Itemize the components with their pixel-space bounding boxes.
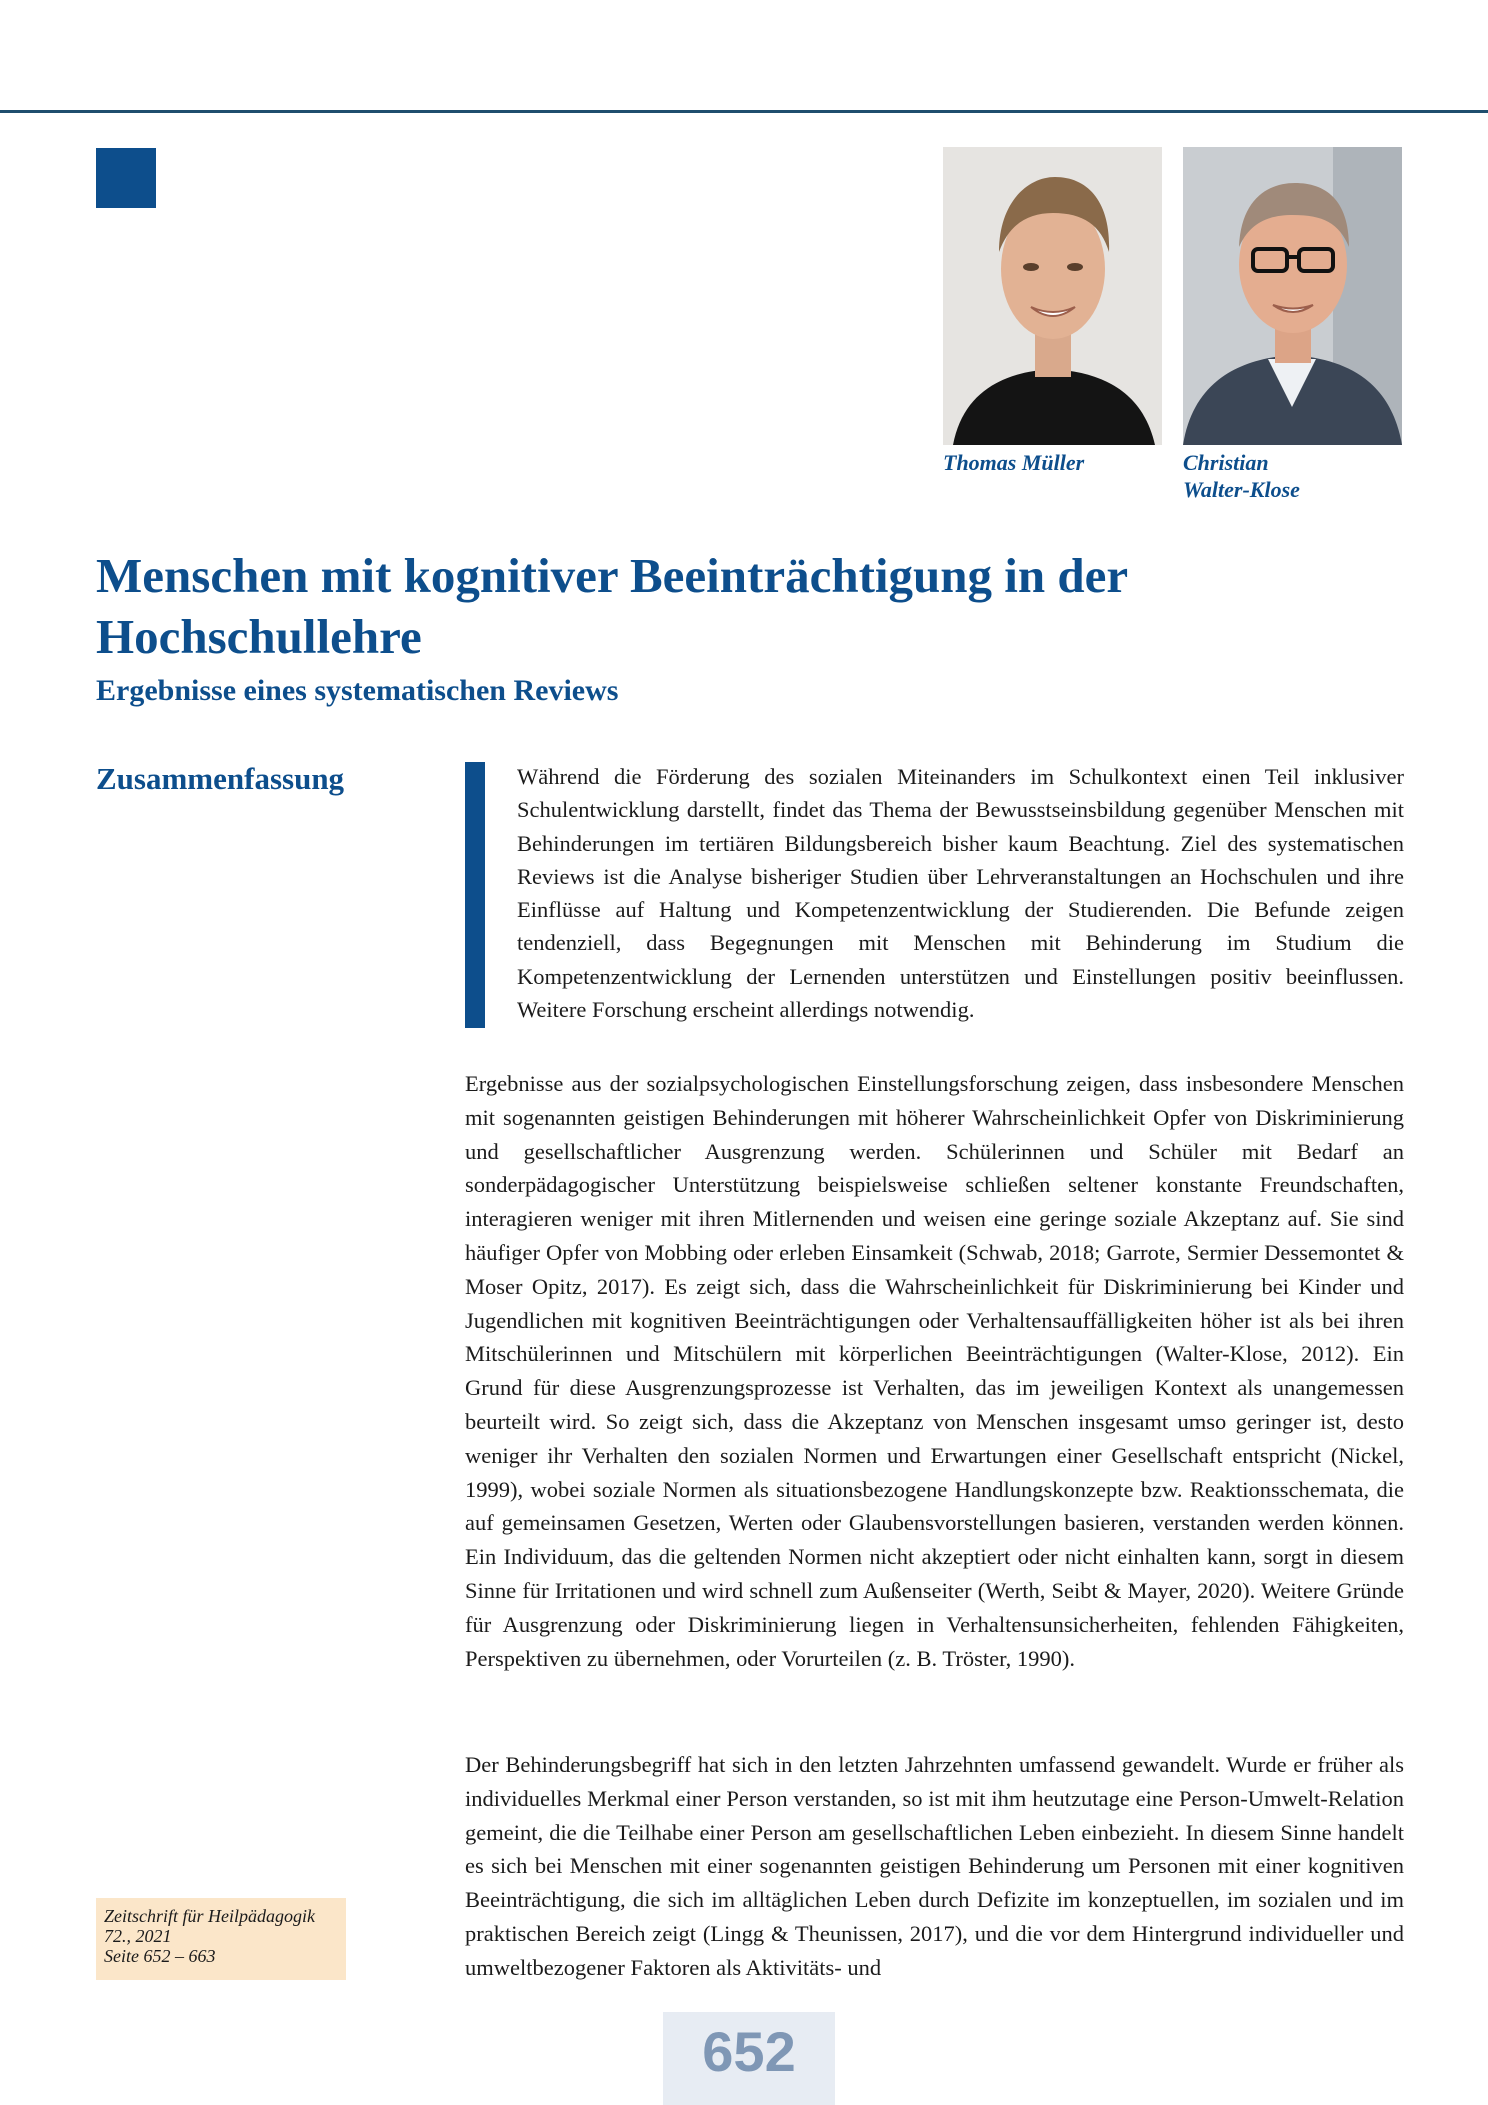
journal-citation-box <box>96 1898 346 1980</box>
abstract-text: Während die Förderung des sozialen Miteinanders im Schulkontext einen Teil inklusiver Schulentwicklung darstellt, findet das Thema der Bewusstseinsbildung gegenüber Menschen mit Behinderungen im tertiären Bildungsbereich bisher kaum Beachtung. Ziel des systematischen Reviews ist die Analyse bisheriger Studien über Lehrveranstaltungen an Hochschulen und ihre Einflüsse auf Haltung und Kompetenzentwicklung der Studierenden. Die Befunde zeigen tendenziell, dass Begegnungen mit Menschen mit Behinderung im Studium die Kompetenzentwicklung der Lernenden unterstützen und Einstellungen positiv beeinflussen. Weitere Forschung erscheint allerdings notwendig. <box>517 764 1404 1023</box>
body-paragraph: Ergebnisse aus der sozialpsychologischen Einstellungsforschung zeigen, dass insbesondere Menschen mit sogenannten geistigen Behinderungen mit höherer Wahrscheinlichkeit Opfer von Diskriminierung und gesellschaftlicher Ausgrenzung werden. Schülerinnen und Schüler mit Bedarf an sonderpädagogischer Unterstützung beispielsweise schließen seltener konstante Freundschaften, interagieren weniger mit ihren Mitlernenden und weisen eine geringe soziale Akzeptanz auf. Sie sind häufiger Opfer von Mobbing oder erleben Einsamkeit (Schwab, 2018; Garrote, Sermier Dessemontet & Moser Opitz, 2017). Es zeigt sich, dass die Wahrscheinlichkeit für Diskriminierung bei Kinder und Jugendlichen mit kognitiven Beeinträchtigungen oder Verhaltensauffälligkeiten höher ist als bei ihren Mitschülerinnen und Mitschülern mit körperlichen Beeinträchtigungen (Walter-Klose, 2012). Ein Grund für diese Ausgrenzungsprozesse ist Verhalten, das im jeweiligen Kontext als unangemessen beurteilt wird. So zeigt sich, dass die Akzeptanz von Menschen insgesamt umso geringer ist, desto weniger ihr Verhalten den sozialen Normen und Erwartungen einer Gesellschaft entspricht (Nickel, 1999), wobei soziale Normen als situationsbezogene Handlungskonzepte bzw. Reaktionsschemata, die auf gemeinsamen Gesetzen, Werten oder Glaubensvorstellungen basieren, verstanden werden können. Ein Individuum, das die geltenden Normen nicht akzeptiert oder nicht einhalten kann, sorgt in diesem Sinne für Irritationen und wird schnell zum Außenseiter (Werth, Seibt & Mayer, 2020). Weitere Gründe für Ausgrenzung oder Diskriminierung liegen in Verhaltensunsicherheiten, fehlenden Fähigkeiten, Perspektiven zu übernehmen, oder Vorurteilen (z. B. Tröster, 1990). <box>465 1071 1404 1671</box>
top-rule <box>0 110 1488 113</box>
author-name-thomas-mueller: Thomas Müller <box>943 450 1085 475</box>
article-title: Menschen mit kognitiver Beeinträchtigung in der Hochschullehre <box>96 548 1128 664</box>
author-photo-christian-walter-klose <box>1183 147 1402 445</box>
author-name-christian-walter-klose <box>1183 449 1300 503</box>
abstract-accent-bar <box>465 762 485 1028</box>
body-paragraph: Der Behinderungsbegriff hat sich in den letzten Jahrzehnten umfassend gewandelt. Wurde er früher als individuelles Merkmal einer Person verstanden, so ist mit ihm heutzutage eine Person-Umwelt-Relation gemeint, die die Teilhabe einer Person am gesellschaftlichen Leben einbezieht. In diesem Sinne handelt es sich bei Menschen mit einer sogenannten geistigen Behinderung um Personen mit einer kognitiven Beeinträchtigung, die sich im alltäglichen Leben durch Defizite im konzeptuellen, im sozialen und im praktischen Bereich zeigt (Lingg & Theunissen, 2017), und die vor dem Hintergrund individueller und umweltbezogener Faktoren als Aktivitäts- und <box>465 1752 1404 1980</box>
journal-volume: 72., 2021 <box>104 1926 172 1946</box>
abstract-heading: Zusammenfassung <box>96 761 345 796</box>
page-number: 652 <box>663 2012 835 2105</box>
author-photo-thomas-mueller <box>943 147 1162 445</box>
author-first-name: Christian <box>1183 450 1269 475</box>
article-subtitle: Ergebnisse eines systematischen Reviews <box>96 674 619 707</box>
journal-name: Zeitschrift für Heilpädagogik <box>104 1906 315 1926</box>
section-marker <box>96 148 156 208</box>
journal-pages: Seite 652 – 663 <box>104 1946 216 1966</box>
author-last-name: Walter-Klose <box>1183 477 1300 502</box>
